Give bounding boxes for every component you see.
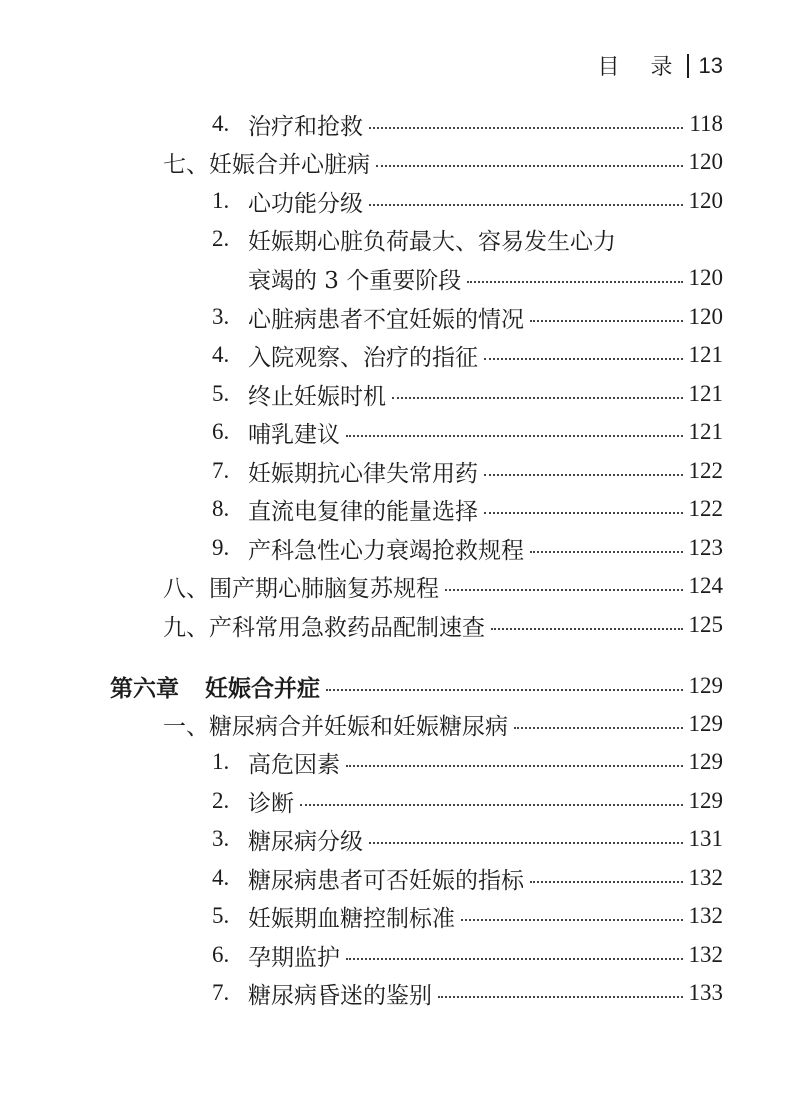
entry-number: 1. [212, 749, 230, 774]
toc-entry[interactable] [212, 897, 723, 935]
entry-number: 八、 [163, 575, 209, 602]
toc-entry[interactable] [163, 606, 723, 644]
toc-entry[interactable] [212, 529, 723, 567]
entry-title: 心脏病患者不宜妊娠的情况 [248, 306, 524, 333]
leader-dots [530, 551, 683, 553]
leader-dots [484, 358, 683, 360]
entry-page: 118 [689, 111, 723, 136]
page-number: 13 [698, 52, 723, 78]
leader-dots [491, 628, 683, 630]
entry-title: 糖尿病分级 [248, 828, 363, 855]
toc-entry[interactable] [212, 820, 723, 858]
entry-number: 一、 [163, 713, 209, 740]
leader-dots [530, 881, 683, 883]
toc-entry[interactable] [212, 298, 723, 336]
entry-page: 129 [688, 749, 723, 774]
entry-page: 124 [688, 573, 723, 598]
entry-number: 5. [212, 381, 230, 406]
toc-entry[interactable] [212, 413, 723, 451]
toc-entry[interactable] [212, 452, 723, 490]
entry-number: 七、 [163, 151, 209, 178]
entry-page: 121 [688, 342, 723, 367]
toc-entry[interactable] [212, 859, 723, 897]
entry-title: 心功能分级 [248, 190, 363, 217]
entry-page: 122 [688, 496, 723, 521]
toc-entry[interactable] [163, 143, 723, 181]
entry-title: 高危因素 [248, 751, 340, 778]
entry-page: 132 [688, 942, 723, 967]
entry-page: 132 [688, 865, 723, 890]
entry-title: 围产期心肺脑复苏规程 [209, 575, 439, 602]
entry-title-line1: 妊娠期心脏负荷最大、容易发生心力 [248, 228, 616, 255]
leader-dots [326, 689, 683, 691]
entry-title: 妊娠期抗心律失常用药 [248, 460, 478, 487]
entry-number: 7. [212, 980, 230, 1005]
leader-dots [445, 589, 683, 591]
entry-number: 九、 [163, 614, 209, 641]
entry-page: 120 [688, 304, 723, 329]
entry-page: 125 [688, 612, 723, 637]
entry-title: 入院观察、治疗的指征 [248, 344, 478, 371]
leader-dots [530, 320, 683, 322]
leader-dots [484, 512, 683, 514]
chapter-title: 妊娠合并症 [205, 675, 320, 702]
entry-number: 4. [212, 342, 230, 367]
entry-page: 133 [688, 980, 723, 1005]
toc-entry[interactable] [212, 782, 723, 820]
entry-number: 8. [212, 496, 230, 521]
entry-title: 产科急性心力衰竭抢救规程 [248, 537, 524, 564]
toc-entry[interactable] [212, 336, 723, 374]
entry-page: 129 [688, 673, 723, 698]
entry-page: 122 [688, 458, 723, 483]
entry-number: 6. [212, 419, 230, 444]
leader-dots [369, 204, 683, 206]
entry-number: 3. [212, 826, 230, 851]
section-title: 目 录 [597, 55, 685, 80]
entry-title: 妊娠期血糖控制标准 [248, 905, 455, 932]
leader-dots [467, 281, 682, 283]
entry-title: 诊断 [248, 790, 294, 817]
entry-title: 糖尿病昏迷的鉴别 [248, 982, 432, 1009]
leader-dots [438, 996, 683, 998]
entry-page: 131 [688, 826, 723, 851]
entry-number: 2. [212, 226, 230, 251]
chapter-number: 第六章 [110, 675, 179, 702]
leader-dots [461, 919, 683, 921]
leader-dots [346, 435, 683, 437]
entry-number: 9. [212, 535, 230, 560]
entry-title: 妊娠合并心脏病 [209, 151, 370, 178]
toc-entry[interactable] [212, 936, 723, 974]
leader-dots [346, 765, 683, 767]
leader-dots [300, 804, 683, 806]
leader-dots [369, 127, 683, 129]
toc-entry[interactable] [163, 705, 723, 743]
toc-entry[interactable] [212, 490, 723, 528]
entry-title: 产科常用急救药品配制速查 [209, 614, 485, 641]
entry-page: 121 [688, 381, 723, 406]
toc-entry-first-line[interactable] [212, 220, 616, 258]
entry-page: 129 [688, 788, 723, 813]
entry-number: 4. [212, 865, 230, 890]
entry-title: 直流电复律的能量选择 [248, 498, 478, 525]
toc-entry[interactable] [212, 105, 723, 143]
toc-entry[interactable] [212, 182, 723, 220]
leader-dots [484, 474, 683, 476]
entry-number: 6. [212, 942, 230, 967]
entry-number: 5. [212, 903, 230, 928]
entry-page: 132 [688, 903, 723, 928]
leader-dots [392, 397, 683, 399]
header-divider [687, 54, 689, 78]
entry-title: 治疗和抢救 [248, 113, 363, 140]
entry-number: 4. [212, 111, 230, 136]
toc-entry[interactable] [212, 974, 723, 1012]
entry-page: 120 [688, 149, 723, 174]
entry-title: 衰竭的 3 个重要阶段 [248, 267, 462, 294]
entry-number: 7. [212, 458, 230, 483]
entry-page: 123 [688, 535, 723, 560]
entry-page: 129 [688, 711, 723, 736]
leader-dots [369, 842, 683, 844]
toc-entry[interactable] [163, 567, 723, 605]
entry-number: 1. [212, 188, 230, 213]
entry-title: 哺乳建议 [248, 421, 340, 448]
entry-title: 糖尿病患者可否妊娠的指标 [248, 867, 524, 894]
entry-page: 120 [688, 265, 723, 290]
toc-entry[interactable] [212, 743, 723, 781]
entry-title: 终止妊娠时机 [248, 383, 386, 410]
entry-number: 3. [212, 304, 230, 329]
page-header [598, 50, 723, 81]
entry-number: 2. [212, 788, 230, 813]
leader-dots [376, 165, 683, 167]
entry-page: 121 [688, 419, 723, 444]
toc-chapter-entry[interactable] [110, 667, 723, 705]
toc-entry[interactable] [248, 259, 723, 297]
entry-page: 120 [688, 188, 723, 213]
entry-title: 孕期监护 [248, 944, 340, 971]
leader-dots [514, 727, 683, 729]
leader-dots [346, 958, 683, 960]
entry-title: 糖尿病合并妊娠和妊娠糖尿病 [209, 713, 508, 740]
toc-entry[interactable] [212, 375, 723, 413]
